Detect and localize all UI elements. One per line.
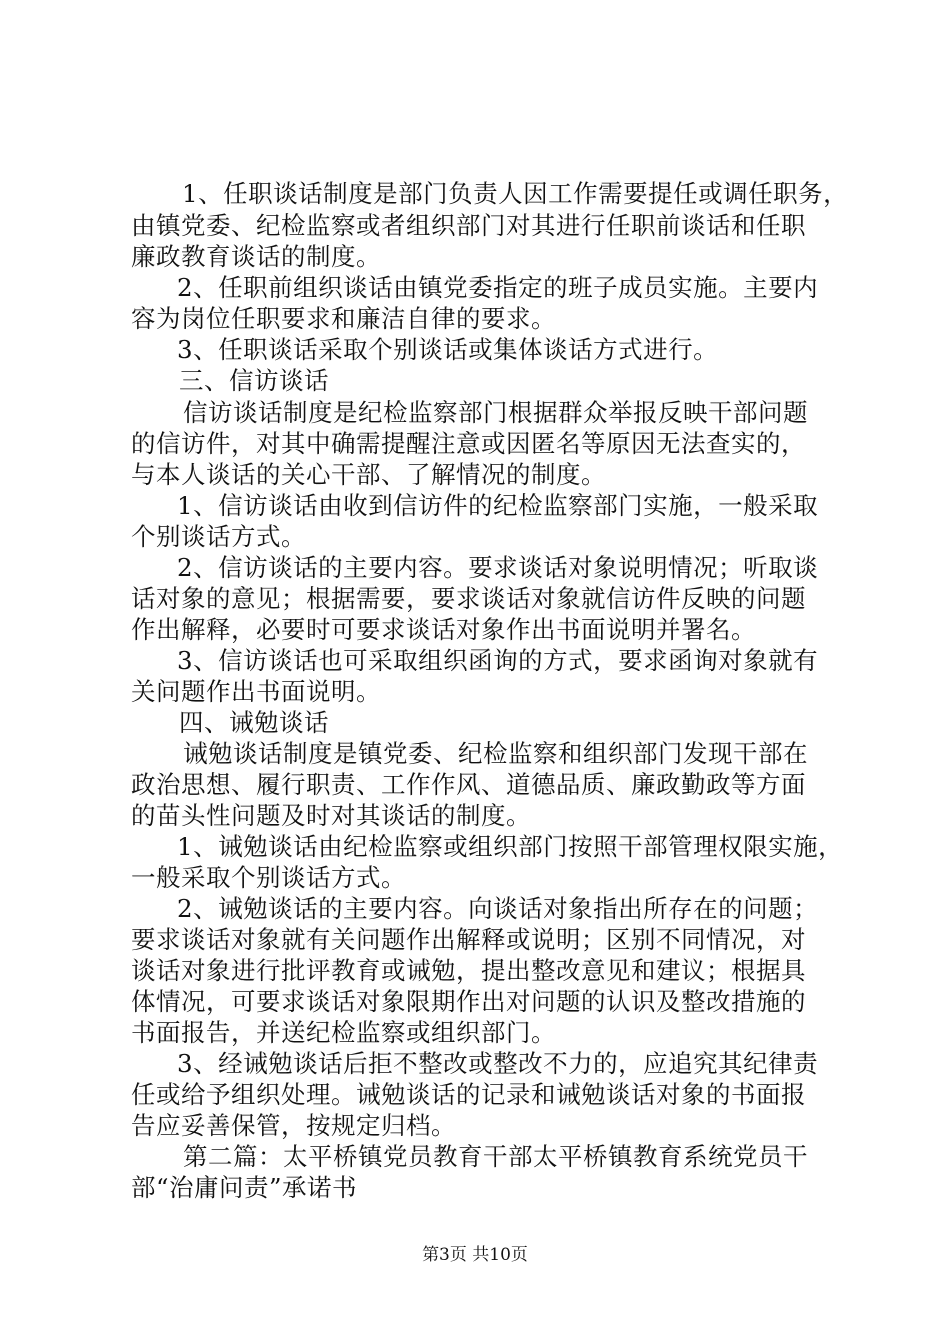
chapter-title: 部“治庸问责”承诺书 <box>131 1173 358 1202</box>
text-line: 2、诫勉谈话的主要内容。向谈话对象指出所存在的问题； <box>177 894 819 923</box>
section-heading: 三、信访谈话 <box>179 366 329 395</box>
text-line: 1、任职谈话制度是部门负责人因工作需要提任或调任职务， <box>182 179 849 208</box>
text-line: 1、诫勉谈话由纪检监察或组织部门按照干部管理权限实施， <box>177 832 844 861</box>
text-line: 一般采取个别谈话方式。 <box>131 863 406 892</box>
text-line: 告应妥善保管，按规定归档。 <box>131 1111 456 1140</box>
text-line: 任或给予组织处理。诫勉谈话的记录和诫勉谈话对象的书面报 <box>131 1080 806 1109</box>
text-line: 要求谈话对象就有关问题作出解释或说明；区别不同情况，对 <box>131 925 806 954</box>
chapter-title: 第二篇：太平桥镇党员教育干部太平桥镇教育系统党员干 <box>183 1142 808 1171</box>
text-line: 书面报告，并送纪检监察或组织部门。 <box>131 1018 556 1047</box>
text-line: 信访谈话制度是纪检监察部门根据群众举报反映干部问题 <box>183 398 808 427</box>
page-number: 第3页 共10页 <box>422 1245 528 1265</box>
text-line: 谈话对象进行批评教育或诫勉，提出整改意见和建议；根据具 <box>131 956 806 985</box>
text-line: 由镇党委、纪检监察或者组织部门对其进行任职前谈话和任职 <box>131 211 806 240</box>
text-line: 3、信访谈话也可采取组织函询的方式，要求函询对象就有 <box>177 646 819 675</box>
text-line: 的信访件，对其中确需提醒注意或因匿名等原因无法查实的， <box>131 429 806 458</box>
text-line: 政治思想、履行职责、工作作风、道德品质、廉政勤政等方面 <box>131 770 806 799</box>
text-line: 个别谈话方式。 <box>131 522 306 551</box>
text-line: 话对象的意见；根据需要，要求谈话对象就信访件反映的问题 <box>131 584 806 613</box>
text-line: 与本人谈话的关心干部、了解情况的制度。 <box>131 460 606 489</box>
text-line: 2、任职前组织谈话由镇党委指定的班子成员实施。主要内 <box>177 273 819 302</box>
text-line: 1、信访谈话由收到信访件的纪检监察部门实施，一般采取 <box>177 491 819 520</box>
text-line: 关问题作出书面说明。 <box>131 677 381 706</box>
text-line: 3、任职谈话采取个别谈话或集体谈话方式进行。 <box>177 335 719 364</box>
text-line: 诫勉谈话制度是镇党委、纪检监察和组织部门发现干部在 <box>183 739 808 768</box>
text-line: 2、信访谈话的主要内容。要求谈话对象说明情况；听取谈 <box>177 553 819 582</box>
section-heading: 四、诫勉谈话 <box>179 708 329 737</box>
text-line: 作出解释，必要时可要求谈话对象作出书面说明并署名。 <box>131 615 756 644</box>
text-line: 的苗头性问题及时对其谈话的制度。 <box>131 801 531 830</box>
text-line: 体情况，可要求谈话对象限期作出对问题的认识及整改措施的 <box>131 987 806 1016</box>
text-line: 3、经诫勉谈话后拒不整改或整改不力的，应追究其纪律责 <box>177 1049 819 1078</box>
text-line: 廉政教育谈话的制度。 <box>131 242 381 271</box>
text-line: 容为岗位任职要求和廉洁自律的要求。 <box>131 304 556 333</box>
